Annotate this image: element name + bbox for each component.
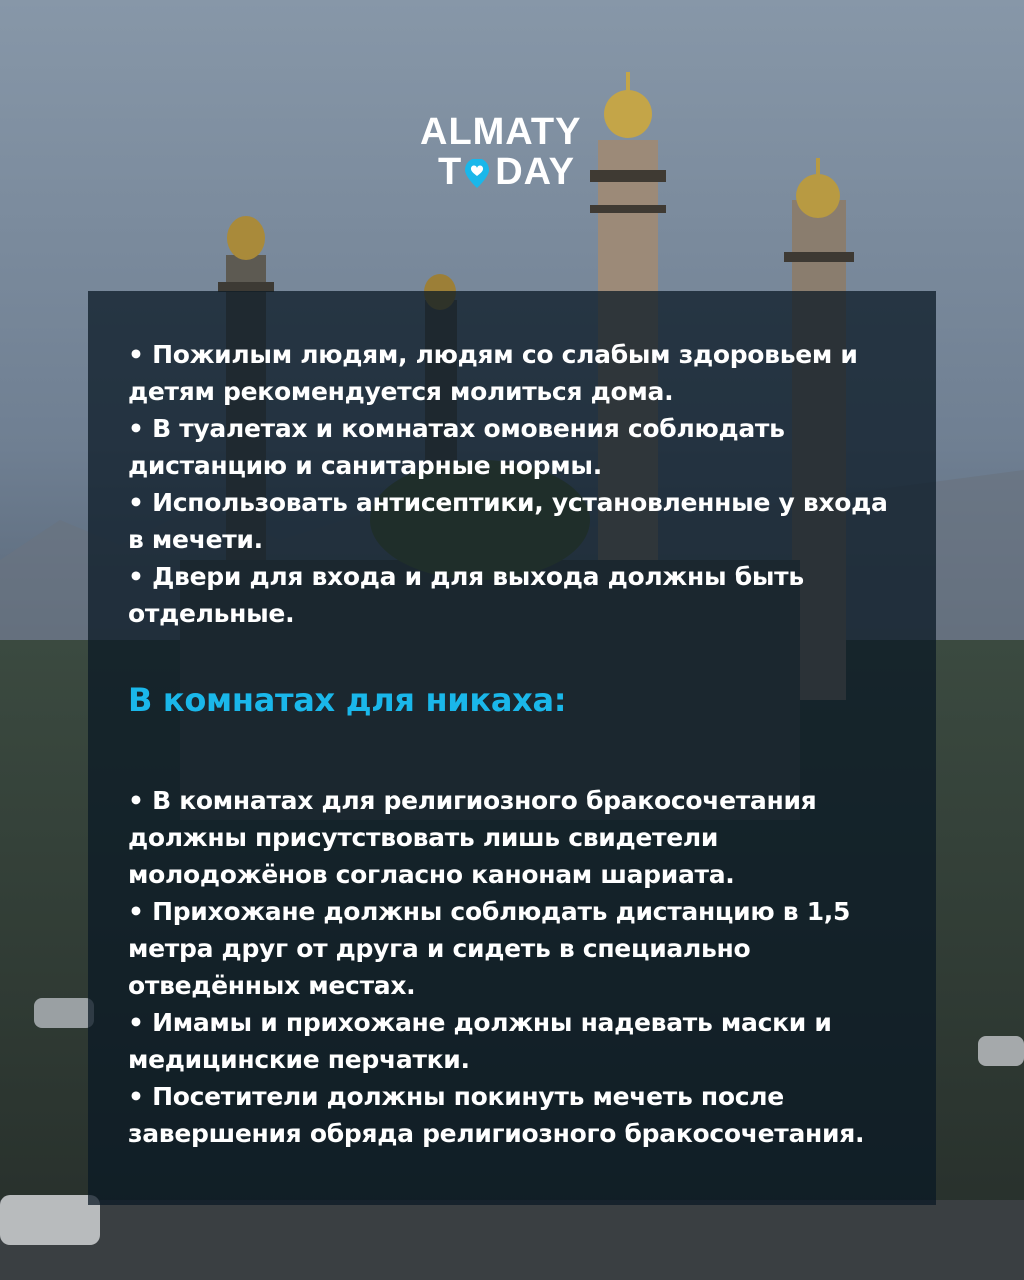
list-item: • Посетители должны покинуть мечеть после завершения обряда религиозного бракосочетания. (128, 1082, 865, 1148)
list-item: • Прихожане должны соблюдать дистанцию в 1,5 метра друг от друга и сидеть в специально отведённых местах. (128, 897, 851, 1000)
logo-letter-t: T (438, 151, 463, 193)
list-item: • В комнатах для религиозного бракосочетания должны присутствовать лишь свидетели молодожёнов согласно канонам шариата. (128, 786, 817, 889)
list-item: • Пожилым людям, людям со слабым здоровьем и детям рекомендуется молиться дома. (128, 340, 858, 406)
logo-line-2-text: DAY (495, 151, 575, 193)
content (128, 336, 908, 1152)
section-heading: В комнатах для никаха: (128, 681, 567, 719)
logo-line-2 (438, 152, 610, 192)
list-item: • Имамы и прихожане должны надевать маски и медицинские перчатки. (128, 1008, 832, 1074)
location-pin-heart-icon (462, 157, 492, 187)
list-item: • Использовать антисептики, установленные у входа в мечети. (128, 488, 888, 554)
list-item: • Двери для входа и для выхода должны быть отдельные. (128, 562, 804, 628)
almaty-today-logo (420, 112, 610, 192)
list-item: • В туалетах и комнатах омовения соблюдать дистанцию и санитарные нормы. (128, 414, 785, 480)
logo-line-1: ALMATY (420, 111, 582, 153)
